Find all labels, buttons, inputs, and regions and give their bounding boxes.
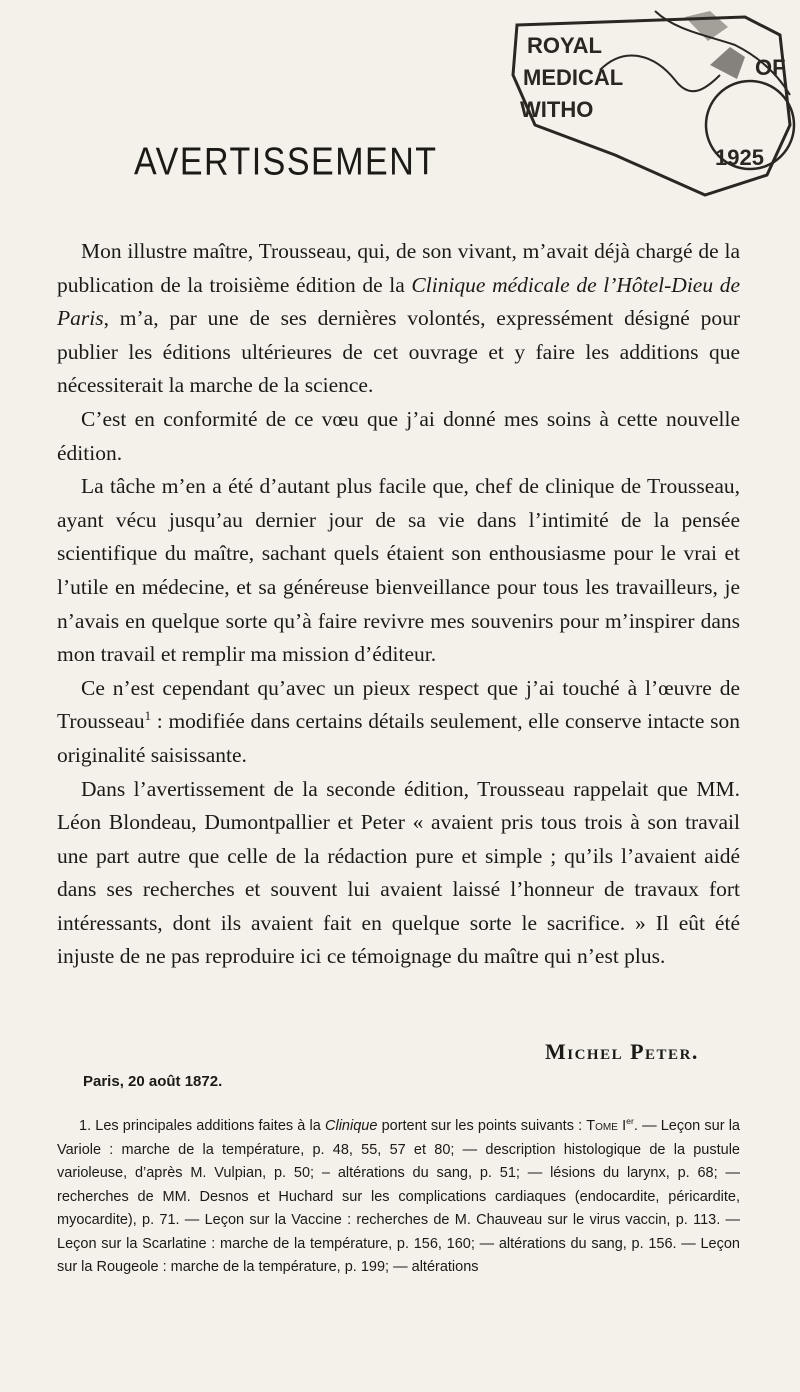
- paragraph-3: La tâche m’en a été d’autant plus facile que, chef de clinique de Trousseau, ayant vécu jusqu’au dernier jour de sa vie dans l’intimité de la pensée scientifique du maître, sachant quels étaient son enthousiasme pour le vrai et l’utile en médecine, et sa généreuse bienveillance pour tous les travailleurs, je n’avais en quelque sorte qu’à faire revivre mes souvenirs pour m’inspirer dans mon travail et remplir ma mission d’éditeur.: [57, 474, 740, 667]
- signature: Michel Peter.: [545, 1039, 699, 1064]
- body-text: [57, 235, 740, 974]
- stamp-line-1: ROYAL: [527, 33, 602, 58]
- page-title: AVERTISSEMENT: [134, 140, 438, 184]
- library-stamp: [505, 5, 800, 200]
- paragraph-4: Ce n’est cependant qu’avec un pieux respect que j’ai touché à l’œuvre de Trousseau$^1$ : modifiée dans certains détails seulement, elle conserve intacte son originalité saisissante.: [57, 675, 740, 767]
- stamp-line-3: WITHO: [520, 97, 594, 122]
- footnote-ref: 1: [144, 709, 152, 724]
- stamp-line-2: MEDICAL: [523, 65, 624, 90]
- stamp-line-4: OF: [755, 55, 786, 80]
- paragraph-5: Dans l’avertissement de la seconde édition, Trousseau rappelait que MM. Léon Blondeau, Dumontpallier et Peter « avaient pris tous trois à son travail une part autre que celle de la rédaction pure et simple ; qu’ils l’avaient aidé dans ses recherches et souvent lui avaient laissé l’honneur de travaux fort intéressants, dont ils avaient fait en quelque sorte le sacrifice. » Il eût été injuste de ne pas reproduire ici ce témoignage du maître qui n’est plus.: [57, 776, 740, 969]
- paragraph-2: C’est en conformité de ce vœu que j’ai donné mes soins à cette nouvelle édition.: [57, 406, 740, 465]
- footnote: 1. Les principales additions faites à la Clinique portent sur les points suivants : Tome Ier. — Leçon sur la Variole : marche de la température, p. 48, 55, 57 et 80; — description histologique de la pustule varioleuse, d’après M. Vulpian, p. 50; – altérations du sang, p. 51; — lésions du larynx, p. 68; — recherches de MM. Desnos et Huchard sur les complications cardiaques (endocardite, péricardite, myocardite), p. 71. — Leçon sur la Vaccine : recherches de M. Chauveau sur le virus vaccin, p. 113. — Leçon sur la Scarlatine : marche de la température, p. 156, 160; — altérations du sang, p. 156. — Leçon sur la Rougeole : marche de la température, p. 199; — altérations: [57, 1116, 740, 1275]
- paragraph-1: Mon illustre maître, Trousseau, qui, de son vivant, m’avait déjà chargé de la publication de la troisième édition de la Clinique médicale de l’Hôtel-Dieu de Paris, m’a, par une de ses dernières volontés, expressément désigné pour publier les éditions ultérieures de cet ouvrage et y faire les additions que nécessiterait la marche de la science.: [57, 239, 740, 398]
- stamp-year: 1925: [715, 145, 764, 170]
- place-date: Paris, 20 août 1872.: [83, 1073, 223, 1090]
